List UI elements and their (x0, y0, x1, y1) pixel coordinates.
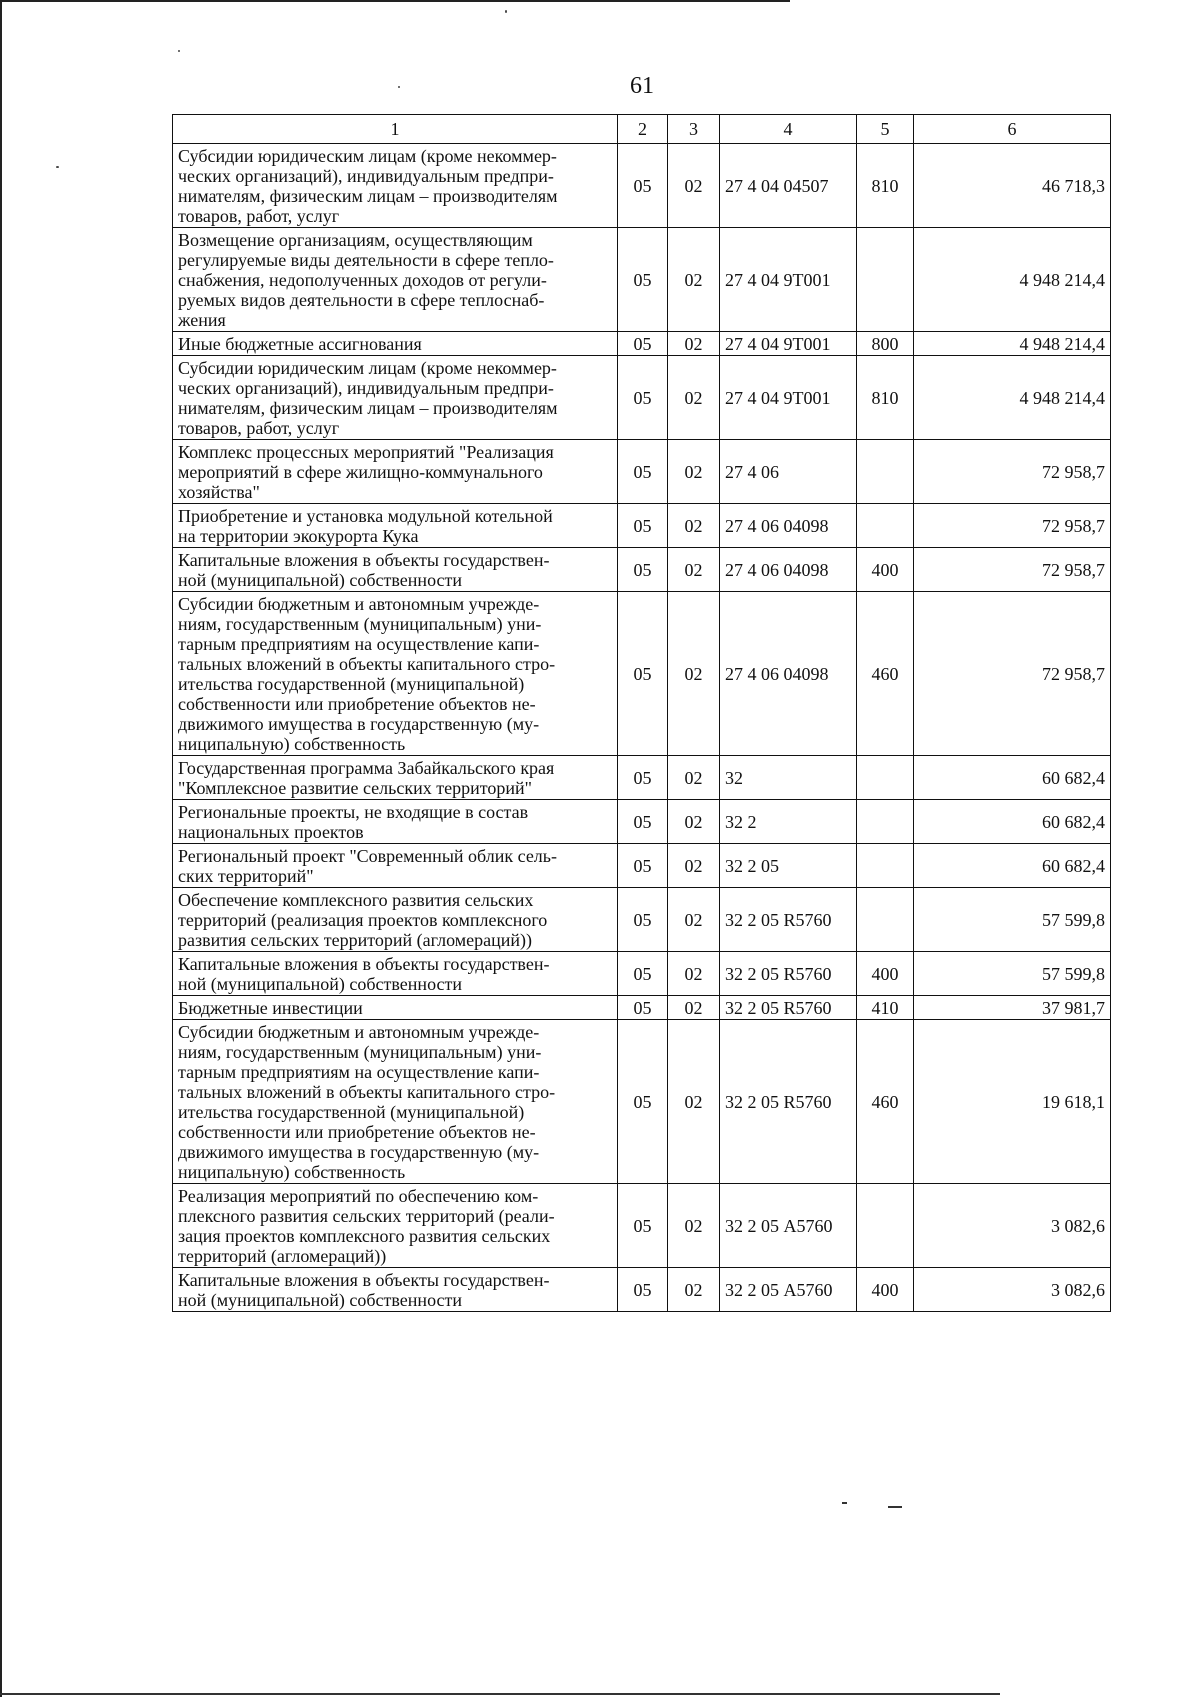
budget-table (172, 114, 1111, 1312)
row-sum-cell: 72 958,7 (914, 548, 1111, 592)
row-section-cell: 05 (618, 844, 668, 888)
row-name-line: ниципальную) собственность (178, 734, 406, 754)
row-name-line: тарным предприятиям на осуществление капи- (178, 1062, 540, 1082)
table-row (173, 1268, 1111, 1312)
table-row (173, 1184, 1111, 1268)
row-name-line: плексного развития сельских территорий (реали- (178, 1206, 555, 1226)
row-sum-cell: 4 948 214,4 (914, 228, 1111, 332)
row-name-line: собственности или приобретение объектов не- (178, 694, 536, 714)
row-csr-cell: 32 2 05 А5760 (720, 1184, 857, 1268)
row-name-line: тарным предприятиям на осуществление капи- (178, 634, 540, 654)
row-name-cell (173, 144, 618, 228)
row-name-line: ной (муниципальной) собственности (178, 1290, 463, 1310)
row-name-line: жения (178, 310, 226, 330)
row-sum-cell: 72 958,7 (914, 440, 1111, 504)
row-name-line: на территории экокурорта Кука (178, 526, 419, 546)
row-section-cell: 05 (618, 996, 668, 1020)
table-row (173, 592, 1111, 756)
row-vr-cell (857, 504, 914, 548)
row-name-line: движимого имущества в государственную (му- (178, 714, 540, 734)
row-name-line: Комплекс процессных мероприятий "Реализация (178, 442, 554, 462)
row-sum-cell: 4 948 214,4 (914, 332, 1111, 356)
row-name-line: нимателям, физическим лицам – производителям (178, 398, 558, 418)
row-name-line: ческих организаций), индивидуальным предпри- (178, 166, 554, 186)
row-sum-cell: 57 599,8 (914, 888, 1111, 952)
row-sum-cell: 72 958,7 (914, 592, 1111, 756)
row-vr-cell (857, 1184, 914, 1268)
row-csr-cell: 32 2 05 (720, 844, 857, 888)
table-row (173, 356, 1111, 440)
row-section-cell: 05 (618, 800, 668, 844)
table-body (173, 144, 1111, 1312)
row-vr-cell (857, 756, 914, 800)
header-col-6: 6 (914, 115, 1111, 144)
row-subsection-cell: 02 (668, 1020, 720, 1184)
row-subsection-cell: 02 (668, 504, 720, 548)
scan-ink-mark (888, 1506, 902, 1508)
row-name-line: зация проектов комплексного развития сельских (178, 1226, 551, 1246)
row-vr-cell: 410 (857, 996, 914, 1020)
row-csr-cell: 32 (720, 756, 857, 800)
row-section-cell: 05 (618, 1184, 668, 1268)
scan-speck (56, 166, 59, 168)
row-name-line: мероприятий в сфере жилищно-коммунального (178, 462, 543, 482)
row-vr-cell: 400 (857, 548, 914, 592)
row-name-line: ниципальную) собственность (178, 1162, 406, 1182)
scan-edge-top (0, 0, 790, 2)
scan-speck (178, 50, 180, 52)
table-row (173, 756, 1111, 800)
row-section-cell: 05 (618, 332, 668, 356)
row-name-line: Капитальные вложения в объекты государствен- (178, 550, 550, 570)
row-name-cell (173, 756, 618, 800)
row-name-line: ной (муниципальной) собственности (178, 570, 463, 590)
row-sum-cell: 60 682,4 (914, 800, 1111, 844)
row-name-line: Субсидии бюджетным и автономным учрежде- (178, 1022, 540, 1042)
row-sum-cell: 60 682,4 (914, 756, 1111, 800)
row-csr-cell: 32 2 05 R5760 (720, 996, 857, 1020)
row-name-line: тальных вложений в объекты капитального стро- (178, 654, 556, 674)
table-row (173, 332, 1111, 356)
table-row (173, 1020, 1111, 1184)
row-vr-cell: 400 (857, 952, 914, 996)
row-name-line: ских территорий" (178, 866, 314, 886)
row-vr-cell (857, 800, 914, 844)
row-section-cell: 05 (618, 228, 668, 332)
table-row (173, 548, 1111, 592)
row-subsection-cell: 02 (668, 1184, 720, 1268)
row-csr-cell: 27 4 06 04098 (720, 504, 857, 548)
row-csr-cell: 27 4 06 04098 (720, 592, 857, 756)
row-vr-cell: 810 (857, 144, 914, 228)
row-section-cell: 05 (618, 592, 668, 756)
row-csr-cell: 27 4 04 9Т001 (720, 332, 857, 356)
table-row (173, 440, 1111, 504)
scan-edge-left (0, 0, 2, 1697)
row-csr-cell: 27 4 04 9Т001 (720, 356, 857, 440)
row-vr-cell: 800 (857, 332, 914, 356)
row-subsection-cell: 02 (668, 996, 720, 1020)
row-name-line: Субсидии бюджетным и автономным учрежде- (178, 594, 540, 614)
row-vr-cell: 460 (857, 1020, 914, 1184)
row-subsection-cell: 02 (668, 228, 720, 332)
row-name-cell (173, 1268, 618, 1312)
row-name-cell (173, 844, 618, 888)
header-row (173, 115, 1111, 144)
row-section-cell: 05 (618, 1020, 668, 1184)
table-row (173, 144, 1111, 228)
header-col-1: 1 (173, 115, 618, 144)
row-section-cell: 05 (618, 144, 668, 228)
page-number: 61 (630, 73, 654, 99)
row-csr-cell: 27 4 06 04098 (720, 548, 857, 592)
row-csr-cell: 27 4 04 04507 (720, 144, 857, 228)
header-col-2: 2 (618, 115, 668, 144)
row-name-line: Возмещение организациям, осуществляющим (178, 230, 533, 250)
row-name-line: Капитальные вложения в объекты государствен- (178, 954, 550, 974)
row-vr-cell: 460 (857, 592, 914, 756)
row-name-line: Региональный проект "Современный облик сель- (178, 846, 557, 866)
row-name-line: товаров, работ, услуг (178, 418, 340, 438)
row-sum-cell: 3 082,6 (914, 1184, 1111, 1268)
row-name-line: собственности или приобретение объектов не- (178, 1122, 536, 1142)
table-row (173, 800, 1111, 844)
row-name-cell (173, 888, 618, 952)
row-name-line: хозяйства" (178, 482, 260, 502)
row-csr-cell: 32 2 05 R5760 (720, 952, 857, 996)
row-name-line: Капитальные вложения в объекты государствен- (178, 1270, 550, 1290)
row-section-cell: 05 (618, 952, 668, 996)
row-name-cell (173, 996, 618, 1020)
table-row (173, 228, 1111, 332)
row-vr-cell: 400 (857, 1268, 914, 1312)
row-vr-cell: 810 (857, 356, 914, 440)
row-name-line: ческих организаций), индивидуальным предпри- (178, 378, 554, 398)
row-vr-cell (857, 888, 914, 952)
row-section-cell: 05 (618, 440, 668, 504)
row-name-cell (173, 504, 618, 548)
row-name-cell (173, 1184, 618, 1268)
scan-speck (505, 10, 507, 13)
scan-edge-bottom (0, 1693, 1000, 1695)
row-name-line: ниям, государственным (муниципальным) уни- (178, 614, 542, 634)
row-name-line: национальных проектов (178, 822, 364, 842)
row-name-cell (173, 952, 618, 996)
row-name-line: товаров, работ, услуг (178, 206, 340, 226)
row-csr-cell: 32 2 05 А5760 (720, 1268, 857, 1312)
row-section-cell: 05 (618, 356, 668, 440)
row-subsection-cell: 02 (668, 592, 720, 756)
row-vr-cell (857, 440, 914, 504)
row-section-cell: 05 (618, 756, 668, 800)
row-name-line: Приобретение и установка модульной котельной (178, 506, 553, 526)
row-name-line: руемых видов деятельности в сфере теплоснаб- (178, 290, 545, 310)
row-section-cell: 05 (618, 548, 668, 592)
row-vr-cell (857, 844, 914, 888)
row-name-line: ниям, государственным (муниципальным) уни- (178, 1042, 542, 1062)
row-subsection-cell: 02 (668, 332, 720, 356)
row-sum-cell: 57 599,8 (914, 952, 1111, 996)
row-name-line: ительства государственной (муниципальной) (178, 1102, 525, 1122)
row-subsection-cell: 02 (668, 144, 720, 228)
row-name-line: развития сельских территорий (агломераций)) (178, 930, 532, 950)
row-name-line: регулируемые виды деятельности в сфере тепло- (178, 250, 554, 270)
table-row (173, 888, 1111, 952)
table-row (173, 504, 1111, 548)
row-vr-cell (857, 228, 914, 332)
row-section-cell: 05 (618, 504, 668, 548)
row-name-line: нимателям, физическим лицам – производителям (178, 186, 558, 206)
row-name-cell (173, 1020, 618, 1184)
row-section-cell: 05 (618, 1268, 668, 1312)
row-csr-cell: 27 4 04 9Т001 (720, 228, 857, 332)
row-name-line: Реализация мероприятий по обеспечению ком- (178, 1186, 539, 1206)
row-name-line: "Комплексное развитие сельских территорий" (178, 778, 532, 798)
row-name-cell (173, 332, 618, 356)
row-name-line: движимого имущества в государственную (му- (178, 1142, 540, 1162)
table-row (173, 952, 1111, 996)
row-name-line: территорий (реализация проектов комплексного (178, 910, 548, 930)
row-sum-cell: 19 618,1 (914, 1020, 1111, 1184)
row-sum-cell: 3 082,6 (914, 1268, 1111, 1312)
row-csr-cell: 32 2 (720, 800, 857, 844)
header-col-3: 3 (668, 115, 720, 144)
row-name-line: Иные бюджетные ассигнования (178, 334, 422, 354)
row-name-cell (173, 592, 618, 756)
row-sum-cell: 60 682,4 (914, 844, 1111, 888)
scan-ink-mark (842, 1502, 847, 1504)
header-col-5: 5 (857, 115, 914, 144)
row-subsection-cell: 02 (668, 440, 720, 504)
row-section-cell: 05 (618, 888, 668, 952)
row-sum-cell: 72 958,7 (914, 504, 1111, 548)
row-name-line: Субсидии юридическим лицам (кроме некоммер- (178, 146, 557, 166)
table-row (173, 996, 1111, 1020)
table-row (173, 844, 1111, 888)
table-header (173, 115, 1111, 144)
row-sum-cell: 46 718,3 (914, 144, 1111, 228)
row-name-cell (173, 228, 618, 332)
row-sum-cell: 4 948 214,4 (914, 356, 1111, 440)
row-name-line: Бюджетные инвестиции (178, 998, 363, 1018)
row-name-cell (173, 440, 618, 504)
row-name-line: ной (муниципальной) собственности (178, 974, 463, 994)
header-col-4: 4 (720, 115, 857, 144)
row-name-line: снабжения, недополученных доходов от регули- (178, 270, 547, 290)
row-name-line: Субсидии юридическим лицам (кроме некоммер- (178, 358, 557, 378)
row-name-line: Обеспечение комплексного развития сельских (178, 890, 534, 910)
row-csr-cell: 27 4 06 (720, 440, 857, 504)
row-subsection-cell: 02 (668, 888, 720, 952)
row-name-line: территорий (агломераций)) (178, 1246, 387, 1266)
row-subsection-cell: 02 (668, 952, 720, 996)
row-subsection-cell: 02 (668, 800, 720, 844)
row-sum-cell: 37 981,7 (914, 996, 1111, 1020)
row-subsection-cell: 02 (668, 548, 720, 592)
row-name-line: ительства государственной (муниципальной) (178, 674, 525, 694)
row-subsection-cell: 02 (668, 756, 720, 800)
row-csr-cell: 32 2 05 R5760 (720, 1020, 857, 1184)
row-name-line: тальных вложений в объекты капитального стро- (178, 1082, 556, 1102)
row-subsection-cell: 02 (668, 356, 720, 440)
row-name-cell (173, 548, 618, 592)
row-name-line: Региональные проекты, не входящие в состав (178, 802, 529, 822)
row-subsection-cell: 02 (668, 844, 720, 888)
row-name-cell (173, 800, 618, 844)
row-name-cell (173, 356, 618, 440)
row-name-line: Государственная программа Забайкальского края (178, 758, 555, 778)
row-csr-cell: 32 2 05 R5760 (720, 888, 857, 952)
row-subsection-cell: 02 (668, 1268, 720, 1312)
